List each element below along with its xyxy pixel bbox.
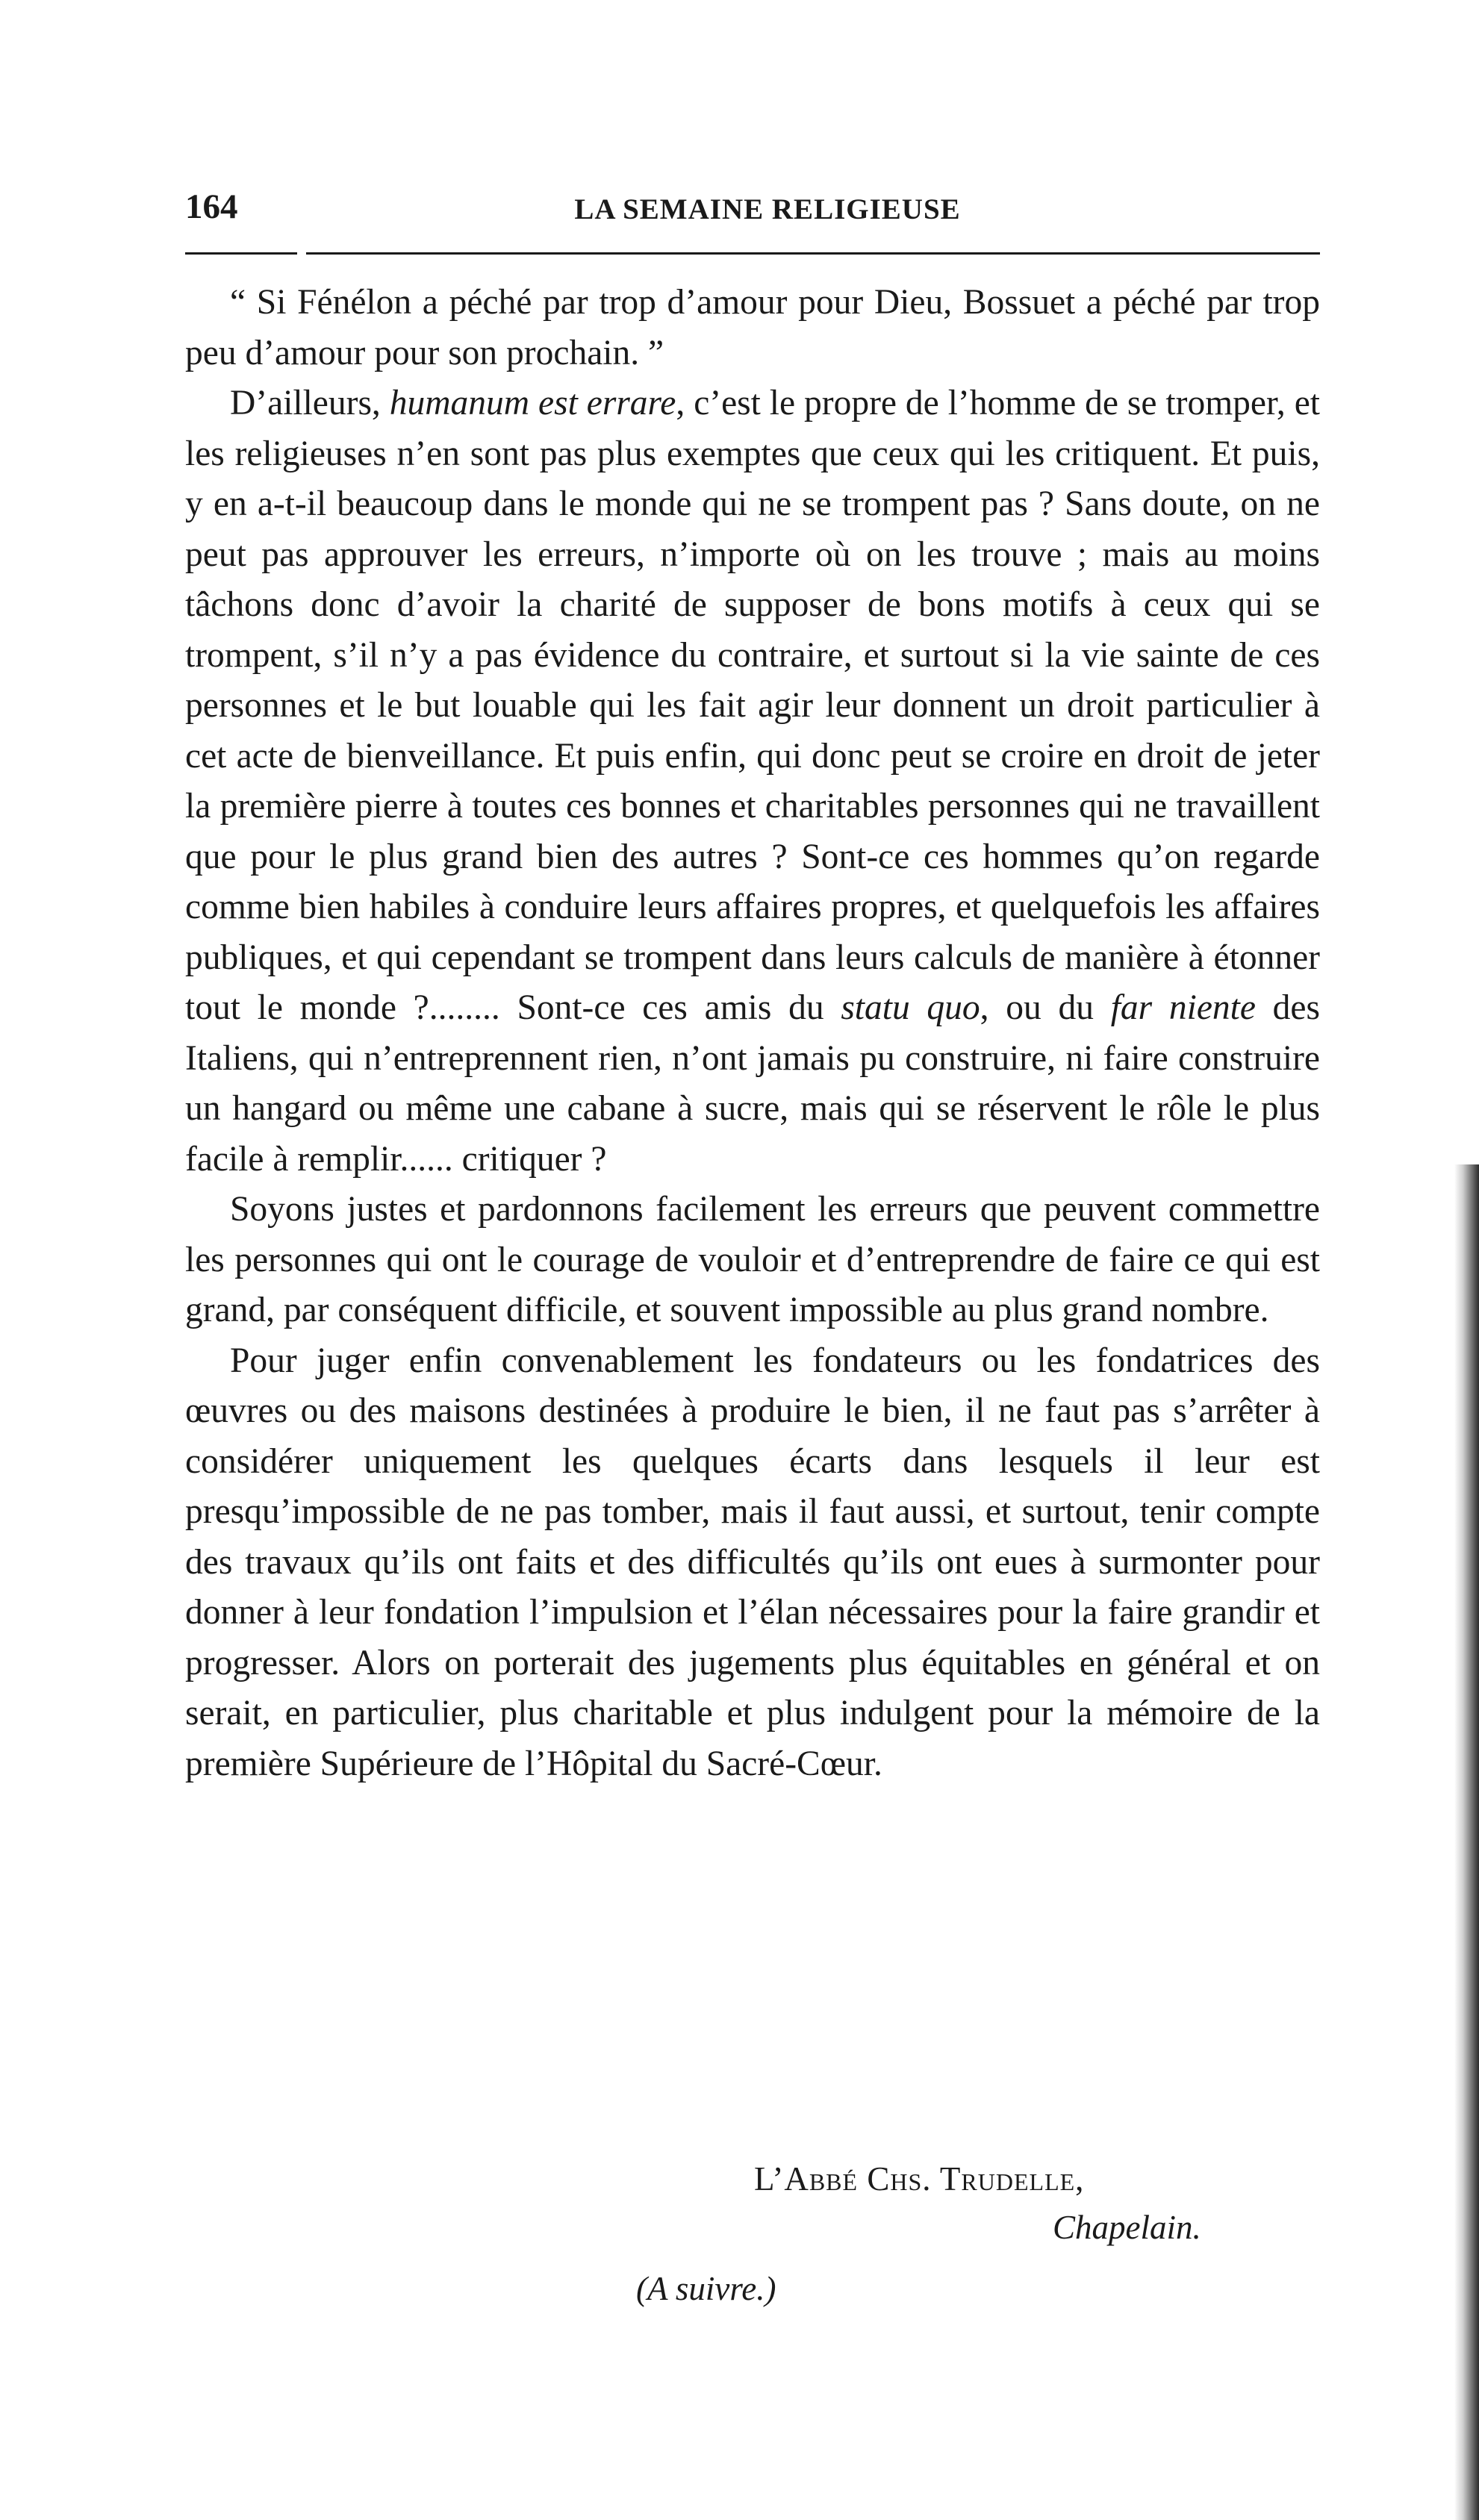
paragraph-quote: “ Si Fénélon a péché par trop d’amour pour Dieu, Bossuet a péché par trop peu d’amour pour son prochain. ” xyxy=(185,283,1320,372)
running-title: LA SEMAINE RELIGIEUSE xyxy=(574,193,961,225)
page-header xyxy=(185,187,1320,231)
signature-name: L’Abbé Chs. Trudelle, xyxy=(754,2160,1085,2198)
header-rule-right xyxy=(306,252,1320,255)
to-be-continued: (A suivre.) xyxy=(636,2270,776,2307)
page-number: 164 xyxy=(185,187,238,226)
statu-quo-phrase: statu quo xyxy=(841,988,980,1027)
signature-title: Chapelain. xyxy=(1053,2209,1201,2246)
scan-edge-shadow xyxy=(1454,1164,1479,2520)
latin-phrase: humanum est errare xyxy=(389,384,676,422)
p2-text-mid: , ou du xyxy=(980,988,1111,1027)
paragraph-humanum xyxy=(185,378,1320,1185)
p2-text-end: des Italiens, qui n’entreprennent rien, n’ont jamais pu construire, ni faire construire un hangard ou même une cabane à sucre, mais qui se réservent le rôle le plus facile à remplir...... critiquer ? xyxy=(185,988,1320,1179)
p2-text-start: D’ailleurs, xyxy=(230,384,390,422)
header-rule-left xyxy=(185,252,297,255)
far-niente-phrase: far niente xyxy=(1110,988,1256,1027)
paragraph-soyons: Soyons justes et pardonnons facilement les erreurs que peuvent commettre les personnes qui ont le courage de vouloir et d’entreprendre de faire ce qui est grand, par conséquent difficile, et souvent impossible au plus grand nombre. xyxy=(185,1190,1320,1329)
paragraph-pour-juger: Pour juger enfin convenablement les fondateurs ou les fondatrices des œuvres ou des maisons destinées à produire le bien, il ne faut pas s’arrêter à considérer uniquement les quelques écarts dans lesquels il leur est presqu’impossible de ne pas tomber, mais il faut aussi, et surtout, tenir compte des travaux qu’ils ont faits et des difficultés qu’ils ont eues à surmonter pour donner à leur fondation l’impulsion et l’élan nécessaires pour la faire grandir et progresser. Alors on porterait des jugements plus équitables en général et on serait, en particulier, plus charitable et plus indulgent pour la mémoire de la première Supérieure de l’Hôpital du Sacré-Cœur. xyxy=(185,1341,1320,1783)
p2-text-main: , c’est le propre de l’homme de se tromper, et les religieuses n’en sont pas plus exemptes que ceux qui les critiquent. Et puis, y en a-t-il beaucoup dans le monde qui ne se trompent pas ? Sans doute, on ne peut pas approuver les erreurs, n’importe où on les trouve ; mais au moins tâchons donc d’avoir la charité de supposer de bons motifs à ceux qui se trompent, s’il n’y a pas évidence du contraire, et surtout si la vie sainte de ces personnes et le but louable qui les fait agir leur donnent un droit particulier à cet acte de bienveillance. Et puis enfin, qui donc peut se croire en droit de jeter la première pierre à toutes ces bonnes et charitables personnes qui ne travaillent que pour le plus grand bien des autres ? Sont-ce ces hommes qu’on regarde comme bien habiles à conduire leurs affaires propres, et quelquefois les affaires publiques, et qui cependant se trompent dans leurs calculs de manière à étonner tout le monde ?........ Sont-ce ces amis du xyxy=(185,384,1320,1027)
article-body xyxy=(185,278,1320,1789)
